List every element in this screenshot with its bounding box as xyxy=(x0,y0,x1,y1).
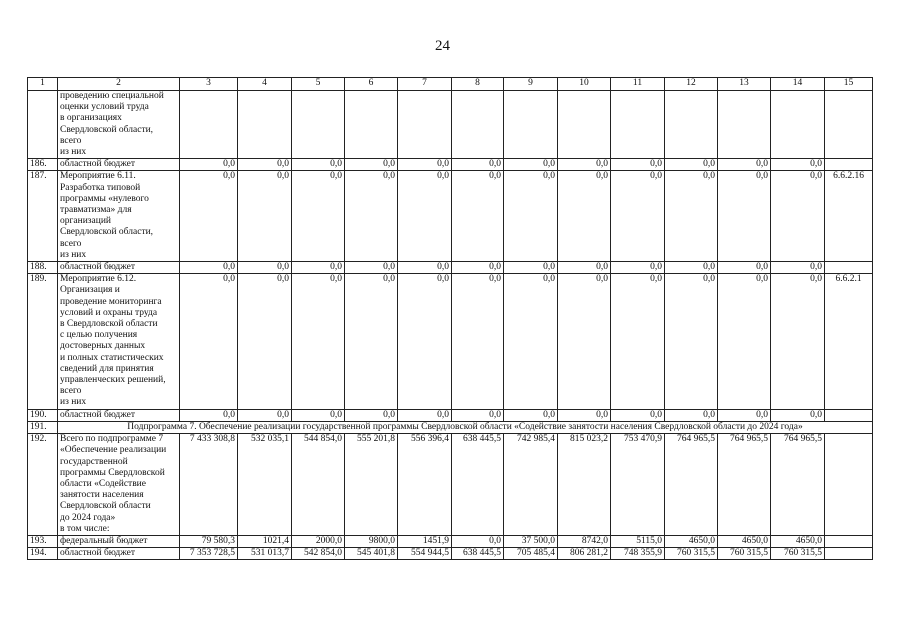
value-cell: 0,0 xyxy=(504,409,558,421)
table-row xyxy=(28,274,873,409)
column-header: 15 xyxy=(825,78,873,91)
value-cell: 0,0 xyxy=(180,274,238,409)
value-cell: 5115,0 xyxy=(611,535,665,547)
target-reference xyxy=(825,409,873,421)
row-number: 191. xyxy=(28,421,58,433)
column-header: 6 xyxy=(345,78,398,91)
value-cell: 0,0 xyxy=(452,409,504,421)
row-number: 186. xyxy=(28,159,58,171)
value-cell: 0,0 xyxy=(398,262,452,274)
value-cell xyxy=(345,91,398,159)
value-cell: 4650,0 xyxy=(771,535,825,547)
row-number: 193. xyxy=(28,535,58,547)
table-row xyxy=(28,262,873,274)
value-cell: 0,0 xyxy=(398,274,452,409)
value-cell: 0,0 xyxy=(771,409,825,421)
value-cell: 0,0 xyxy=(665,159,718,171)
value-cell: 9800,0 xyxy=(345,535,398,547)
column-header: 8 xyxy=(452,78,504,91)
row-label: Всего по подпрограмме 7 «Обеспечение реализации государственной программы Свердловской области «Содействие занятости населения Свердловской области до 2024 года» в том числе: xyxy=(58,434,180,536)
value-cell: 2000,0 xyxy=(292,535,345,547)
value-cell: 531 013,7 xyxy=(238,548,292,560)
column-header: 2 xyxy=(58,78,180,91)
value-cell: 4650,0 xyxy=(718,535,771,547)
value-cell: 0,0 xyxy=(558,171,611,262)
value-cell: 0,0 xyxy=(611,262,665,274)
value-cell: 0,0 xyxy=(771,159,825,171)
value-cell: 742 985,4 xyxy=(504,434,558,536)
value-cell: 0,0 xyxy=(238,274,292,409)
row-label: областной бюджет xyxy=(58,409,180,421)
value-cell: 764 965,5 xyxy=(718,434,771,536)
row-label: областной бюджет xyxy=(58,159,180,171)
value-cell: 764 965,5 xyxy=(771,434,825,536)
value-cell: 37 500,0 xyxy=(504,535,558,547)
value-cell xyxy=(180,91,238,159)
value-cell: 0,0 xyxy=(345,171,398,262)
value-cell: 556 396,4 xyxy=(398,434,452,536)
column-header: 3 xyxy=(180,78,238,91)
value-cell: 0,0 xyxy=(718,159,771,171)
table-row xyxy=(28,421,873,433)
value-cell: 0,0 xyxy=(771,262,825,274)
column-header: 4 xyxy=(238,78,292,91)
row-label: Мероприятие 6.12. Организация и проведение мониторинга условий и охраны труда в Свердловской области с целью получения достоверных данных и полных статистических сведений для принятия управленческих решений, всего из них xyxy=(58,274,180,409)
table-row xyxy=(28,171,873,262)
value-cell: 1021,4 xyxy=(238,535,292,547)
value-cell: 0,0 xyxy=(180,409,238,421)
value-cell: 542 854,0 xyxy=(292,548,345,560)
value-cell: 4650,0 xyxy=(665,535,718,547)
target-reference: 6.6.2.1 xyxy=(825,274,873,409)
row-number xyxy=(28,91,58,159)
table-row xyxy=(28,548,873,560)
value-cell: 0,0 xyxy=(558,159,611,171)
table-row xyxy=(28,159,873,171)
target-reference: 6.6.2.16 xyxy=(825,171,873,262)
value-cell: 638 445,5 xyxy=(452,434,504,536)
value-cell: 0,0 xyxy=(180,262,238,274)
value-cell: 7 353 728,5 xyxy=(180,548,238,560)
value-cell: 0,0 xyxy=(771,274,825,409)
value-cell: 0,0 xyxy=(292,171,345,262)
value-cell: 0,0 xyxy=(180,171,238,262)
table-row xyxy=(28,91,873,159)
value-cell: 0,0 xyxy=(292,262,345,274)
value-cell: 0,0 xyxy=(611,159,665,171)
row-number: 190. xyxy=(28,409,58,421)
value-cell: 8742,0 xyxy=(558,535,611,547)
value-cell: 0,0 xyxy=(345,159,398,171)
row-label: федеральный бюджет xyxy=(58,535,180,547)
value-cell: 0,0 xyxy=(504,262,558,274)
value-cell: 0,0 xyxy=(180,159,238,171)
value-cell: 0,0 xyxy=(558,262,611,274)
value-cell: 748 355,9 xyxy=(611,548,665,560)
column-header: 5 xyxy=(292,78,345,91)
value-cell: 0,0 xyxy=(665,274,718,409)
value-cell: 545 401,8 xyxy=(345,548,398,560)
target-reference xyxy=(825,159,873,171)
value-cell: 0,0 xyxy=(398,159,452,171)
table-row xyxy=(28,409,873,421)
value-cell xyxy=(504,91,558,159)
value-cell xyxy=(665,91,718,159)
budget-table xyxy=(27,77,873,560)
value-cell: 760 315,5 xyxy=(771,548,825,560)
table-row xyxy=(28,535,873,547)
table-row xyxy=(28,434,873,536)
column-header: 9 xyxy=(504,78,558,91)
value-cell: 0,0 xyxy=(398,171,452,262)
value-cell: 0,0 xyxy=(452,274,504,409)
value-cell: 1451,9 xyxy=(398,535,452,547)
value-cell: 0,0 xyxy=(238,171,292,262)
value-cell: 0,0 xyxy=(345,262,398,274)
value-cell: 0,0 xyxy=(452,535,504,547)
value-cell: 0,0 xyxy=(611,274,665,409)
value-cell: 544 854,0 xyxy=(292,434,345,536)
column-header: 1 xyxy=(28,78,58,91)
value-cell: 0,0 xyxy=(718,274,771,409)
row-label: Мероприятие 6.11. Разработка типовой программы «нулевого травматизма» для организаций Свердловской области, всего из них xyxy=(58,171,180,262)
value-cell: 7 433 308,8 xyxy=(180,434,238,536)
value-cell: 532 035,1 xyxy=(238,434,292,536)
row-number: 187. xyxy=(28,171,58,262)
value-cell: 0,0 xyxy=(558,409,611,421)
value-cell: 0,0 xyxy=(345,409,398,421)
value-cell: 0,0 xyxy=(238,159,292,171)
value-cell xyxy=(611,91,665,159)
value-cell: 0,0 xyxy=(452,262,504,274)
row-label: областной бюджет xyxy=(58,262,180,274)
row-number: 188. xyxy=(28,262,58,274)
value-cell: 0,0 xyxy=(718,171,771,262)
column-header: 13 xyxy=(718,78,771,91)
value-cell: 0,0 xyxy=(611,171,665,262)
value-cell: 0,0 xyxy=(504,274,558,409)
column-header: 7 xyxy=(398,78,452,91)
value-cell: 764 965,5 xyxy=(665,434,718,536)
column-header-row xyxy=(28,78,873,91)
section-heading: Подпрограмма 7. Обеспечение реализации государственной программы Свердловской области «Содействие занятости населения Свердловской области до 2024 года» xyxy=(58,421,873,433)
row-number: 192. xyxy=(28,434,58,536)
value-cell: 0,0 xyxy=(452,171,504,262)
value-cell xyxy=(452,91,504,159)
value-cell xyxy=(718,91,771,159)
value-cell: 79 580,3 xyxy=(180,535,238,547)
value-cell: 705 485,4 xyxy=(504,548,558,560)
column-header: 10 xyxy=(558,78,611,91)
value-cell: 0,0 xyxy=(718,409,771,421)
value-cell: 0,0 xyxy=(292,409,345,421)
value-cell: 760 315,5 xyxy=(718,548,771,560)
value-cell: 0,0 xyxy=(452,159,504,171)
value-cell: 0,0 xyxy=(771,171,825,262)
column-header: 12 xyxy=(665,78,718,91)
target-reference xyxy=(825,262,873,274)
row-label: проведению специальной оценки условий труда в организациях Свердловской области, всего из них xyxy=(58,91,180,159)
column-header: 14 xyxy=(771,78,825,91)
value-cell: 0,0 xyxy=(718,262,771,274)
value-cell: 0,0 xyxy=(504,159,558,171)
page-number: 24 xyxy=(435,38,450,54)
value-cell: 0,0 xyxy=(665,262,718,274)
value-cell xyxy=(292,91,345,159)
value-cell: 638 445,5 xyxy=(452,548,504,560)
table-body xyxy=(28,91,873,560)
value-cell: 753 470,9 xyxy=(611,434,665,536)
value-cell: 0,0 xyxy=(665,409,718,421)
value-cell: 0,0 xyxy=(292,159,345,171)
value-cell: 0,0 xyxy=(504,171,558,262)
value-cell: 0,0 xyxy=(345,274,398,409)
column-header: 11 xyxy=(611,78,665,91)
value-cell: 0,0 xyxy=(292,274,345,409)
target-reference xyxy=(825,434,873,536)
target-reference xyxy=(825,548,873,560)
target-reference xyxy=(825,535,873,547)
value-cell xyxy=(771,91,825,159)
value-cell: 554 944,5 xyxy=(398,548,452,560)
value-cell xyxy=(558,91,611,159)
row-number: 194. xyxy=(28,548,58,560)
value-cell: 0,0 xyxy=(665,171,718,262)
value-cell: 806 281,2 xyxy=(558,548,611,560)
value-cell: 0,0 xyxy=(238,262,292,274)
row-number: 189. xyxy=(28,274,58,409)
value-cell: 555 201,8 xyxy=(345,434,398,536)
value-cell: 760 315,5 xyxy=(665,548,718,560)
value-cell: 0,0 xyxy=(238,409,292,421)
value-cell: 0,0 xyxy=(558,274,611,409)
value-cell xyxy=(398,91,452,159)
value-cell: 0,0 xyxy=(398,409,452,421)
row-label: областной бюджет xyxy=(58,548,180,560)
value-cell: 815 023,2 xyxy=(558,434,611,536)
value-cell: 0,0 xyxy=(611,409,665,421)
value-cell xyxy=(238,91,292,159)
target-reference xyxy=(825,91,873,159)
